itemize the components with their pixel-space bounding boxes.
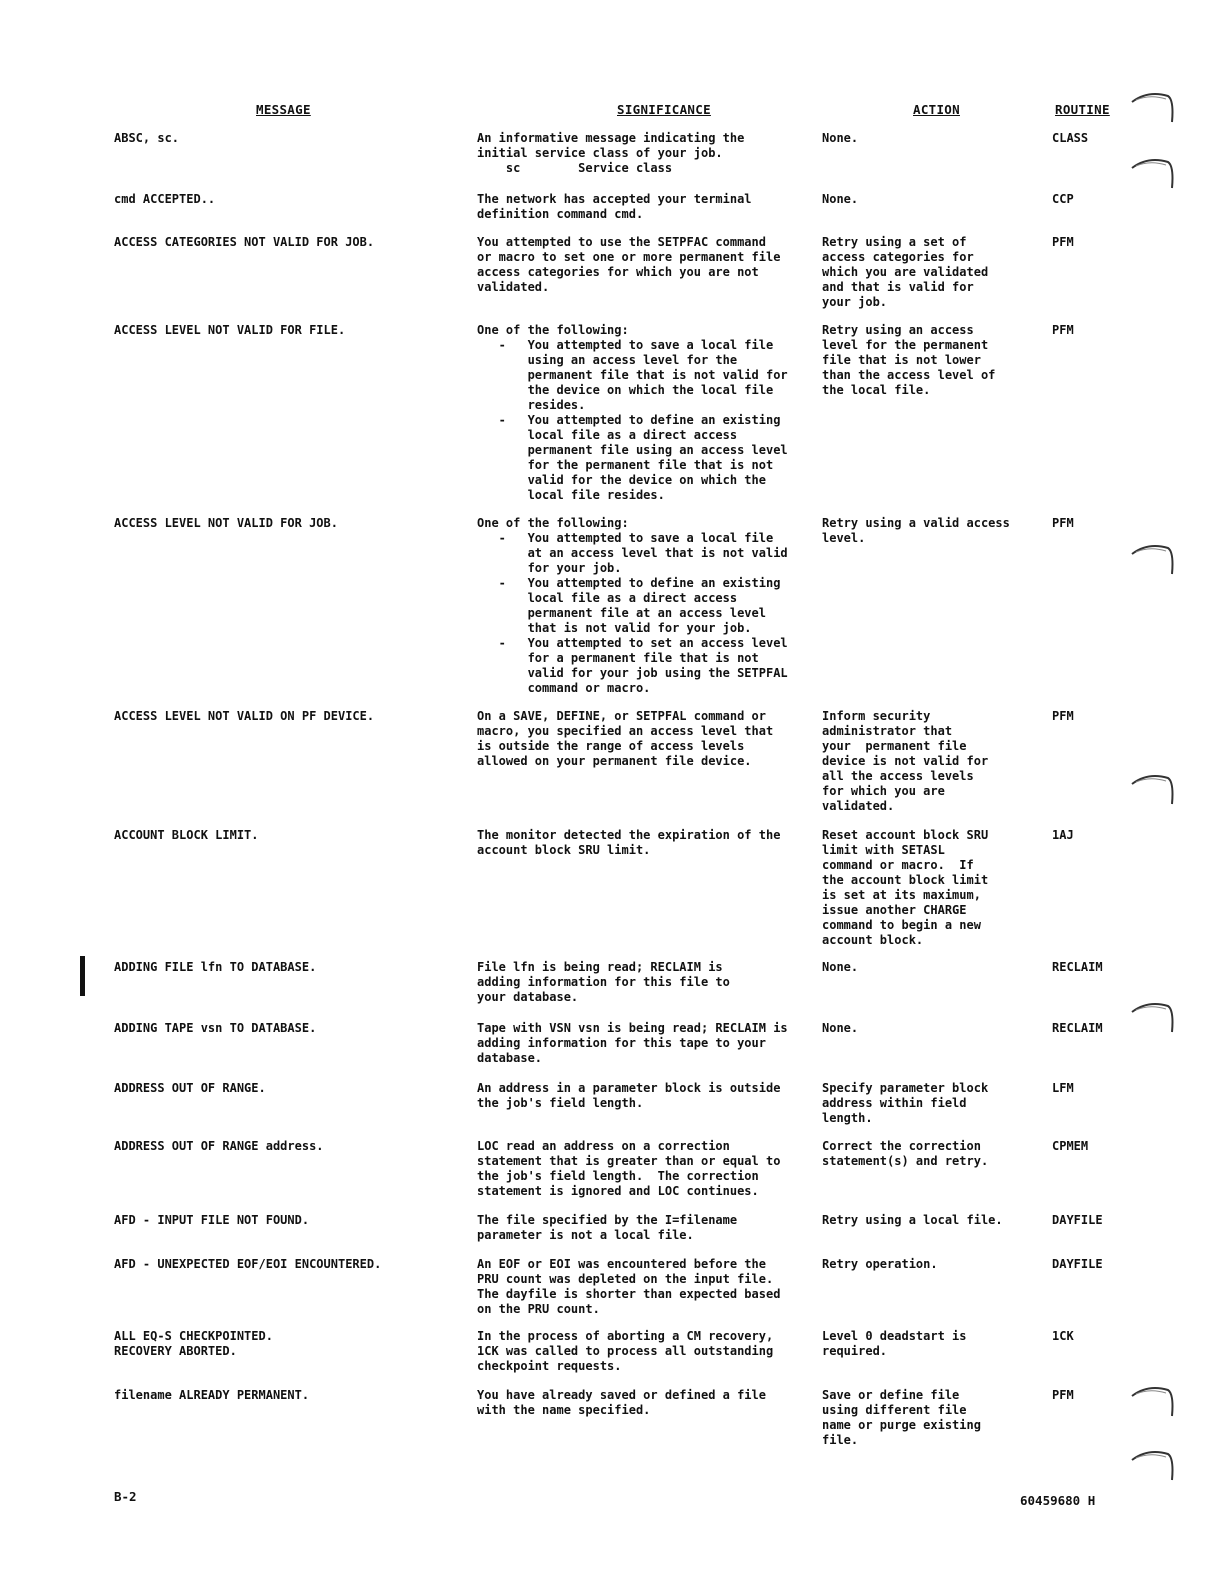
message-cell [114,960,316,975]
message-line: AFD - UNEXPECTED EOF/EOI ENCOUNTERED. [114,1257,382,1271]
significance-line: is outside the range of access levels [477,739,745,753]
action-line: for which you are [822,784,945,798]
significance-line: local file as a direct access [477,591,738,605]
message-line: ADDING FILE lfn TO DATABASE. [114,960,317,974]
significance-line: valid for the device on which the [477,473,766,487]
routine-cell: DAYFILE [1052,1257,1103,1271]
action-line: Retry operation. [822,1257,938,1271]
significance-line: The dayfile is shorter than expected based [477,1287,781,1301]
routine-cell: CLASS [1052,131,1089,145]
significance-line: adding information for this file to [477,975,730,989]
significance-line: initial service class of your job. [477,146,723,160]
routine-cell: RECLAIM [1052,960,1103,974]
significance-line: One of the following: [477,323,629,337]
action-line: Reset account block SRU [822,828,989,842]
action-line: using different file [822,1403,967,1417]
action-line: Save or define file [822,1388,960,1402]
significance-line: sc Service class [477,161,673,175]
message-line: RECOVERY ABORTED. [114,1344,237,1358]
significance-cell [477,1021,788,1066]
significance-line: at an access level that is not valid [477,546,788,560]
message-cell [114,516,338,531]
action-cell [822,1139,988,1169]
significance-line: You attempted to use the SETPFAC command [477,235,766,249]
significance-cell [477,960,730,1005]
significance-line: permanent file that is not valid for [477,368,788,382]
significance-line: the device on which the local file [477,383,774,397]
significance-cell [477,1329,773,1374]
significance-line: local file resides. [477,488,665,502]
message-line: ABSC, sc. [114,131,180,145]
message-cell [114,1388,309,1403]
action-line: Specify parameter block [822,1081,989,1095]
action-cell [822,323,995,398]
message-line: ACCESS CATEGORIES NOT VALID FOR JOB. [114,235,375,249]
action-line: which you are validated [822,265,989,279]
action-line: the local file. [822,383,931,397]
message-cell [114,1329,273,1359]
action-line: length. [822,1111,873,1125]
significance-line: local file as a direct access [477,428,738,442]
action-cell [822,1388,981,1448]
punch-mark-icon [1128,88,1176,136]
significance-line: PRU count was depleted on the input file. [477,1272,774,1286]
action-line: address within field [822,1096,967,1110]
action-line: administrator that [822,724,953,738]
significance-line: with the name specified. [477,1403,651,1417]
significance-line: The file specified by the I=filename [477,1213,738,1227]
message-cell [114,131,179,146]
routine-cell: PFM [1052,516,1074,530]
action-line: Inform security [822,709,931,723]
significance-line: - You attempted to save a local file [477,338,774,352]
action-cell [822,516,1010,546]
significance-line: The monitor detected the expiration of the [477,828,781,842]
message-line: ACCESS LEVEL NOT VALID ON PF DEVICE. [114,709,375,723]
routine-cell: 1CK [1052,1329,1074,1343]
action-cell [822,235,988,310]
significance-line: - You attempted to set an access level [477,636,788,650]
action-cell [822,828,988,948]
action-line: all the access levels [822,769,974,783]
message-cell [114,235,374,250]
significance-line: statement that is greater than or equal to [477,1154,781,1168]
message-line: ADDRESS OUT OF RANGE address. [114,1139,324,1153]
action-cell [822,131,858,146]
significance-line: An informative message indicating the [477,131,745,145]
action-cell [822,1081,988,1126]
action-line: Retry using a set of [822,235,967,249]
significance-line: 1CK was called to process all outstanding [477,1344,774,1358]
message-line: cmd ACCEPTED.. [114,192,216,206]
action-line: level. [822,531,866,545]
routine-cell: RECLAIM [1052,1021,1103,1035]
significance-line: One of the following: [477,516,629,530]
routine-cell: DAYFILE [1052,1213,1103,1227]
message-line: ACCOUNT BLOCK LIMIT. [114,828,259,842]
action-cell [822,1329,967,1359]
action-cell [822,1213,1003,1228]
action-line: issue another CHARGE [822,903,967,917]
action-cell [822,1257,938,1272]
header-action: ACTION [913,102,960,117]
action-line: command or macro. If [822,858,974,872]
action-line: than the access level of [822,368,996,382]
message-line: ALL EQ-S CHECKPOINTED. [114,1329,273,1343]
message-cell [114,1257,381,1272]
message-cell [114,1021,316,1036]
action-line: Retry using an access [822,323,974,337]
significance-line: that is not valid for your job. [477,621,752,635]
action-line: None. [822,960,859,974]
action-cell [822,960,858,975]
significance-line: valid for your job using the SETPFAL [477,666,788,680]
action-line: Retry using a local file. [822,1213,1003,1227]
action-line: your permanent file [822,739,967,753]
message-cell [114,1213,309,1228]
punch-mark-icon [1128,154,1176,202]
action-line: and that is valid for [822,280,974,294]
action-line: file. [822,1433,859,1447]
significance-line: your database. [477,990,579,1004]
change-bar [80,956,85,996]
significance-cell [477,131,744,176]
message-cell [114,828,259,843]
action-cell [822,192,858,207]
significance-line: the job's field length. The correction [477,1169,759,1183]
significance-line: statement is ignored and LOC continues. [477,1184,759,1198]
significance-line: - You attempted to define an existing [477,413,781,427]
significance-cell [477,1213,737,1243]
message-cell [114,323,345,338]
significance-line: for the permanent file that is not [477,458,774,472]
routine-cell: CPMEM [1052,1139,1089,1153]
routine-cell: PFM [1052,235,1074,249]
punch-mark-icon [1128,770,1176,818]
action-line: Level 0 deadstart is [822,1329,967,1343]
action-line: command to begin a new [822,918,981,932]
significance-cell [477,709,773,769]
significance-line: LOC read an address on a correction [477,1139,730,1153]
action-cell [822,1021,858,1036]
significance-line: An address in a parameter block is outside [477,1081,781,1095]
message-cell [114,1081,266,1096]
page-number: B-2 [114,1489,137,1504]
significance-line: the job's field length. [477,1096,644,1110]
routine-cell: PFM [1052,1388,1074,1402]
action-line: file that is not lower [822,353,981,367]
significance-line: or macro to set one or more permanent file [477,250,781,264]
message-line: ADDING TAPE vsn TO DATABASE. [114,1021,317,1035]
header-routine: ROUTINE [1055,102,1110,117]
routine-cell: PFM [1052,323,1074,337]
significance-line: In the process of aborting a CM recovery, [477,1329,774,1343]
significance-cell [477,516,788,696]
action-line: limit with SETASL [822,843,945,857]
routine-cell: PFM [1052,709,1074,723]
significance-line: for your job. [477,561,622,575]
significance-line: permanent file at an access level [477,606,766,620]
action-line: None. [822,1021,859,1035]
action-cell [822,709,988,814]
action-line: access categories for [822,250,974,264]
significance-line: database. [477,1051,543,1065]
significance-line: validated. [477,280,550,294]
significance-line: allowed on your permanent file device. [477,754,752,768]
significance-line: You have already saved or defined a file [477,1388,766,1402]
routine-cell: CCP [1052,192,1074,206]
action-line: None. [822,131,859,145]
significance-cell [477,192,752,222]
action-line: account block. [822,933,924,947]
significance-line: checkpoint requests. [477,1359,622,1373]
action-line: None. [822,192,859,206]
significance-line: for a permanent file that is not [477,651,759,665]
header-message: MESSAGE [256,102,311,117]
message-line: filename ALREADY PERMANENT. [114,1388,310,1402]
significance-line: macro, you specified an access level that [477,724,774,738]
routine-cell: 1AJ [1052,828,1074,842]
significance-cell [477,1388,766,1418]
significance-line: account block SRU limit. [477,843,651,857]
significance-line: parameter is not a local file. [477,1228,694,1242]
significance-line: An EOF or EOI was encountered before the [477,1257,766,1271]
action-line: Retry using a valid access [822,516,1010,530]
significance-cell [477,1257,780,1317]
message-line: AFD - INPUT FILE NOT FOUND. [114,1213,310,1227]
significance-cell [477,828,780,858]
message-line: ACCESS LEVEL NOT VALID FOR FILE. [114,323,346,337]
action-line: required. [822,1344,888,1358]
action-line: statement(s) and retry. [822,1154,989,1168]
punch-mark-icon [1128,1382,1176,1430]
action-line: is set at its maximum, [822,888,981,902]
significance-cell [477,1081,780,1111]
significance-line: File lfn is being read; RECLAIM is [477,960,723,974]
significance-cell [477,323,788,503]
message-cell [114,192,215,207]
punch-mark-icon [1128,1446,1176,1494]
routine-cell: LFM [1052,1081,1074,1095]
significance-line: access categories for which you are not [477,265,759,279]
significance-line: definition command cmd. [477,207,644,221]
message-line: ACCESS LEVEL NOT VALID FOR JOB. [114,516,338,530]
significance-line: on the PRU count. [477,1302,600,1316]
significance-line: On a SAVE, DEFINE, or SETPFAL command or [477,709,766,723]
significance-cell [477,1139,780,1199]
significance-line: Tape with VSN vsn is being read; RECLAIM is [477,1021,788,1035]
header-significance: SIGNIFICANCE [617,102,711,117]
action-line: the account block limit [822,873,989,887]
message-cell [114,709,374,724]
action-line: validated. [822,799,895,813]
action-line: level for the permanent [822,338,989,352]
significance-line: resides. [477,398,586,412]
significance-cell [477,235,780,295]
message-line: ADDRESS OUT OF RANGE. [114,1081,266,1095]
document-number: 60459680 H [1020,1493,1096,1508]
significance-line: - You attempted to define an existing [477,576,781,590]
action-line: Correct the correction [822,1139,981,1153]
punch-mark-icon [1128,998,1176,1046]
significance-line: - You attempted to save a local file [477,531,774,545]
significance-line: using an access level for the [477,353,738,367]
significance-line: The network has accepted your terminal [477,192,752,206]
action-line: name or purge existing [822,1418,981,1432]
action-line: device is not valid for [822,754,989,768]
significance-line: command or macro. [477,681,651,695]
significance-line: permanent file using an access level [477,443,788,457]
punch-mark-icon [1128,540,1176,588]
action-line: your job. [822,295,888,309]
message-cell [114,1139,324,1154]
significance-line: adding information for this tape to your [477,1036,766,1050]
